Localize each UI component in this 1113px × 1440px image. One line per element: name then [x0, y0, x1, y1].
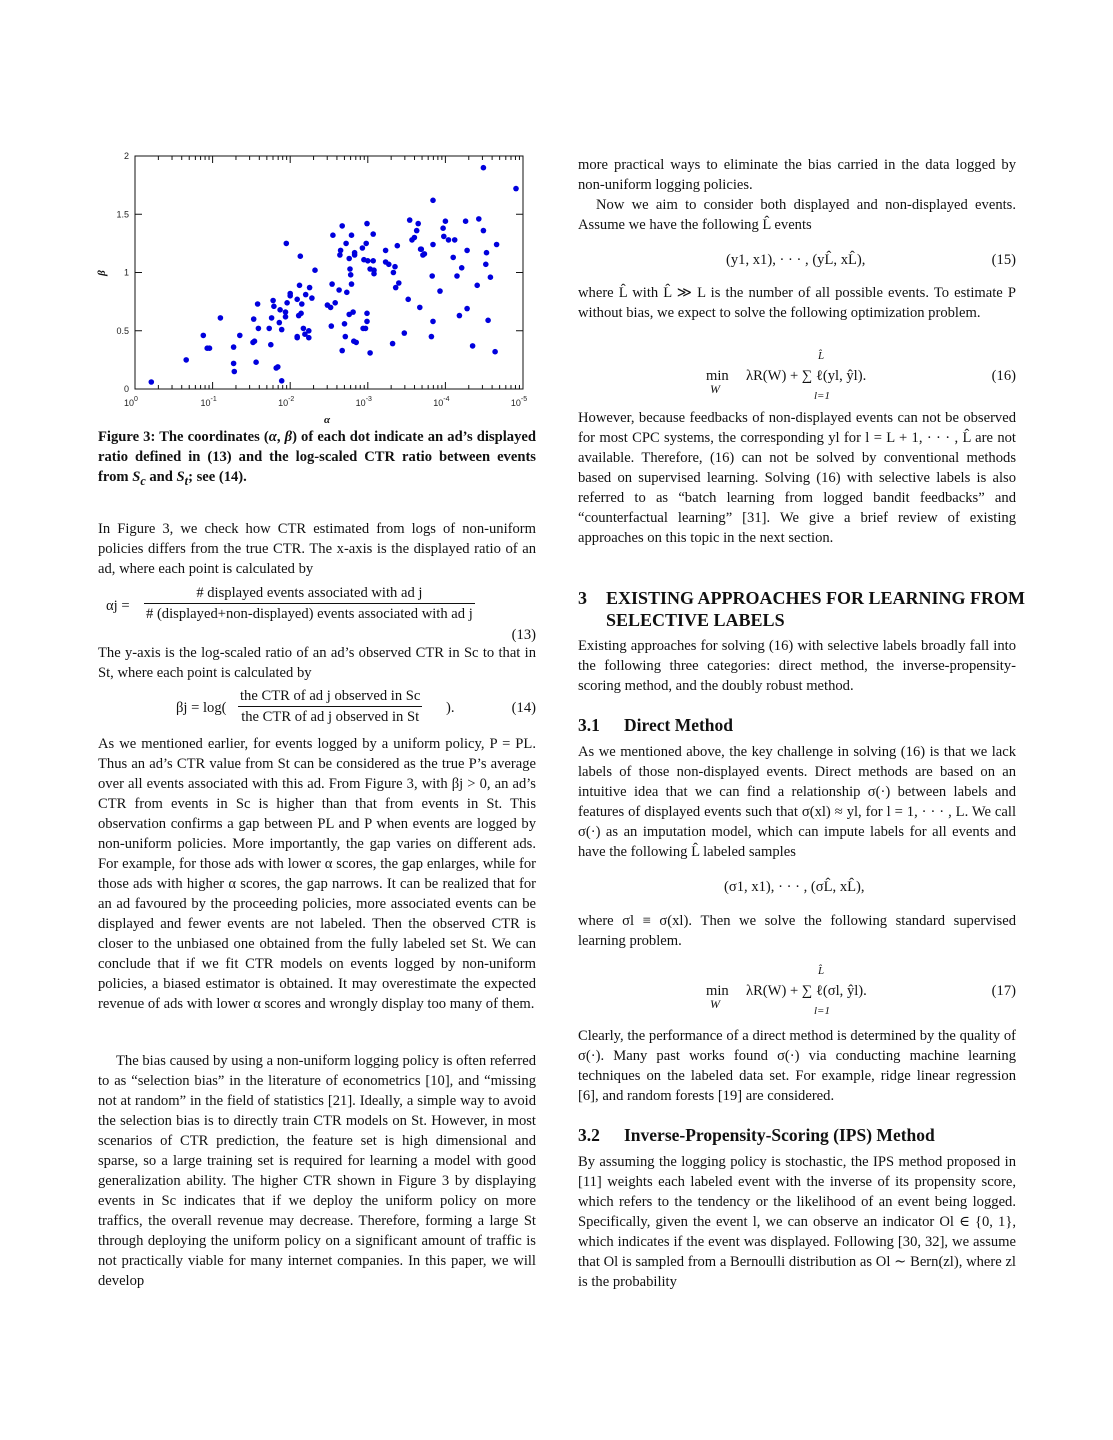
data-point: [429, 273, 435, 279]
equation-14: [98, 686, 536, 730]
data-point: [370, 258, 376, 264]
data-point: [339, 348, 345, 354]
section-3-2-number: 3.2: [578, 1125, 600, 1145]
paragraph-ips-method: By assuming the logging policy is stochastic, the IPS method proposed in [11] weights each labeled event with the inverse of its propensity score, which refers to the tendency or the likelihood of an event being logged. Specifically, given the event l, we can observe an indicator Ol ∈ {0, 1}, which indicates if the event was displayed. Following [30, 32], we assume that Ol is sampled from a Bernoulli distribution as Ol ∼ Bern(zl), where zl is the probability: [578, 1154, 1016, 1290]
data-point: [365, 258, 371, 264]
data-point: [287, 293, 293, 299]
eq13-lhs: αj =: [106, 598, 130, 614]
y-axis-label: β: [96, 270, 108, 276]
data-point: [218, 315, 224, 321]
data-point: [494, 242, 500, 248]
section-3-2-title: Inverse-Propensity-Scoring (IPS) Method: [624, 1125, 935, 1145]
data-point: [363, 241, 369, 247]
data-point: [422, 251, 428, 257]
data-point: [481, 228, 487, 234]
data-point: [476, 216, 482, 222]
data-point: [284, 300, 290, 306]
eq16-min-sub: W: [710, 382, 720, 396]
chart-canvas: [95, 145, 535, 430]
eq16-number: (16): [991, 368, 1016, 384]
data-point: [256, 326, 262, 332]
eq16-body: λR(W) + ∑ ℓ(yl, ŷl).: [746, 368, 867, 384]
data-point: [352, 250, 358, 256]
eq17-sum-bottom: l=1: [814, 1005, 830, 1017]
eq14-fraction: [238, 686, 422, 727]
y-tick-label: 1.5: [116, 209, 129, 220]
data-point: [279, 378, 285, 384]
data-point: [266, 326, 272, 332]
eq15-body: (y1, x1), · · · , (yL̂, xL̂),: [726, 252, 866, 268]
data-point: [464, 306, 470, 312]
data-point: [275, 364, 281, 370]
section-3-title: EXISTING APPROACHES FOR LEARNING FROM SELECTIVE LABELS: [606, 588, 1026, 630]
y-tick-label: 0: [123, 384, 129, 394]
data-point: [232, 369, 238, 375]
x-tick-label: $10^{-1}$: [200, 396, 217, 408]
y-tick-label: 1: [123, 267, 129, 278]
data-point: [303, 292, 309, 298]
equation-16: [578, 346, 1016, 404]
data-point: [201, 333, 207, 339]
x-tick-label: $10^{-3}$: [355, 396, 372, 408]
paragraph-continuation: more practical ways to eliminate the bias carried in the data logged by non-uniform logging policies.: [578, 157, 1016, 193]
data-point: [149, 379, 155, 385]
eq15-number: (15): [991, 252, 1016, 268]
x-tick-label: $10^{-5}$: [510, 396, 528, 408]
eq17-body: λR(W) + ∑ ℓ(σl, ŷl).: [746, 983, 867, 999]
eq14-number: (14): [511, 700, 536, 716]
data-point: [343, 241, 349, 247]
eq17-number: (17): [991, 983, 1016, 999]
data-point: [360, 245, 366, 251]
data-point: [470, 343, 476, 349]
data-point: [294, 297, 300, 303]
eq14-rhs: ).: [446, 700, 455, 716]
data-point: [338, 248, 344, 254]
data-point: [363, 326, 369, 332]
section-3-heading: [578, 587, 1044, 631]
data-point: [430, 319, 436, 325]
data-point: [312, 267, 318, 273]
data-point: [390, 341, 396, 347]
eq14-denominator: the CTR of ad j observed in St: [241, 709, 420, 725]
equation-13: [98, 583, 536, 643]
x-tick-label: $10^0$: [124, 396, 138, 408]
data-point: [297, 283, 303, 289]
data-point: [307, 285, 313, 291]
eq16-sum-top: L̂: [818, 350, 825, 362]
data-point: [441, 234, 447, 240]
data-point: [463, 218, 469, 224]
data-point: [414, 228, 420, 234]
data-point: [301, 326, 307, 332]
section-3-1-heading: [578, 714, 1016, 736]
section-3-1-number: 3.1: [578, 715, 600, 735]
data-point: [412, 235, 418, 241]
data-point: [364, 221, 370, 227]
data-point: [343, 334, 349, 340]
data-point: [306, 328, 312, 334]
eq17-sum-top: L̂: [818, 965, 825, 977]
data-point: [364, 311, 370, 317]
data-point: [430, 242, 436, 248]
paragraph-lhat: where L̂ with L̂ ≫ L is the number of all possible events. To estimate P without bias, we expect to solve the following optimization problem.: [578, 285, 1016, 321]
eq-sigma-body: (σ1, x1), · · · , (σL̂, xL̂),: [724, 879, 865, 895]
eq16-sum-bottom: l=1: [814, 390, 830, 402]
section-3-number: 3: [578, 588, 587, 608]
data-point: [464, 248, 470, 254]
data-point: [454, 273, 460, 279]
data-point: [395, 243, 401, 249]
data-point: [207, 345, 213, 351]
eq13-numerator: # displayed events associated with ad j: [144, 583, 475, 604]
paragraph-existing-approaches: Existing approaches for solving (16) with selective labels broadly fall into the following three categories: direct method, the inverse-propensity-scoring method, and the doubly robust method.: [578, 638, 1016, 694]
paragraph-displayed-nondisplayed: Now we aim to consider both displayed and non-displayed events. Assume we have the following L̂ events: [578, 197, 1016, 233]
data-point: [271, 304, 277, 310]
data-point: [306, 335, 312, 341]
eq13-fraction: [144, 583, 475, 624]
data-point: [299, 301, 305, 307]
eq17-min-sub: W: [710, 997, 720, 1011]
data-point: [484, 250, 490, 256]
data-point: [386, 262, 392, 268]
data-point: [391, 270, 397, 276]
data-point: [283, 314, 289, 320]
data-point: [252, 338, 258, 344]
data-point: [396, 280, 402, 286]
data-point: [330, 232, 336, 238]
data-point: [255, 301, 261, 307]
data-point: [349, 281, 355, 287]
data-point: [279, 327, 285, 333]
data-point: [452, 237, 458, 243]
x-tick-label: $10^{-4}$: [433, 396, 450, 408]
data-point: [457, 313, 463, 319]
paragraph-uniform-policy: As we mentioned earlier, for events logged by a uniform policy, P = PL. Thus an ad’s CTR value from St can be considered as the true P’s average over all events associated with this ad. From Figure 3, with βj > 0, an ad’s CTR from events in Sc is higher than that from events in St. This observation confirms a gap between PL and P when events are logged by non-uniform policies. More importantly, the gap varies on different ads. For example, for those ads with lower α scores, the gap enlarges, while for those ads with higher α scores, the gap narrows. It can be realized that for an ad favoured by the proceeding policies, more associated events can be displayed and fewer events are not labeled. Then the observed CTR is closer to the unbiased one obtained from the fully labeled set St. We can conclude that if we fit CTR models on events logged by non-uniform policies, a biased estimator is obtained. It may overestimate the expected revenue of ads with lower α scores and wrongly display too many of them.: [98, 736, 536, 1012]
y-tick-label: 0.5: [116, 325, 129, 336]
data-point: [419, 246, 425, 252]
data-point: [329, 281, 335, 287]
data-point: [393, 285, 399, 291]
data-point: [474, 283, 480, 289]
data-point: [485, 318, 491, 324]
x-axis-label: α: [323, 414, 331, 426]
data-point: [294, 335, 300, 341]
tick-labels: [116, 151, 527, 408]
data-point: [350, 309, 356, 315]
scatter-points: [149, 165, 519, 385]
figure-3-scatter-chart: [95, 145, 535, 430]
data-point: [353, 340, 359, 346]
data-point: [415, 221, 421, 227]
paragraph-y-axis: The y-axis is the log-scaled ratio of an ad’s observed CTR in Sc to that in St, where each point is calculated by: [98, 645, 536, 681]
data-point: [488, 274, 494, 280]
eq17-min: min: [706, 983, 729, 999]
data-point: [440, 225, 446, 231]
data-point: [407, 217, 413, 223]
data-point: [344, 290, 350, 296]
data-point: [251, 316, 257, 322]
data-point: [332, 300, 338, 306]
data-point: [371, 271, 377, 277]
data-point: [347, 266, 353, 272]
data-point: [277, 320, 283, 326]
paragraph-sigma-def: where σl ≡ σ(xl). Then we solve the following standard supervised learning problem.: [578, 913, 1016, 949]
data-point: [481, 165, 487, 171]
data-point: [237, 333, 243, 339]
data-point: [270, 298, 276, 304]
data-point: [437, 288, 443, 294]
data-point: [392, 264, 398, 270]
data-point: [268, 342, 274, 348]
equation-17: [578, 961, 1016, 1019]
eq16-min: min: [706, 368, 729, 384]
data-point: [370, 231, 376, 237]
data-point: [231, 361, 237, 367]
data-point: [513, 186, 519, 192]
section-3-1-title: Direct Method: [624, 715, 734, 735]
data-point: [183, 357, 189, 363]
data-point: [430, 198, 436, 204]
data-point: [364, 319, 370, 325]
axis-ticks: [135, 156, 523, 389]
x-tick-label: $10^{-2}$: [278, 396, 295, 408]
data-point: [277, 307, 283, 313]
data-point: [346, 256, 352, 262]
data-point: [459, 265, 465, 271]
data-point: [329, 323, 335, 329]
data-point: [405, 297, 411, 303]
data-point: [383, 248, 389, 254]
section-3-2-heading: [578, 1124, 1016, 1146]
y-tick-label: 2: [123, 151, 129, 161]
data-point: [443, 218, 449, 224]
data-point: [253, 359, 259, 365]
data-point: [342, 321, 348, 327]
data-point: [446, 237, 452, 243]
data-point: [328, 305, 334, 311]
data-point: [367, 350, 373, 356]
data-point: [339, 223, 345, 229]
paragraph-figure3-intro: In Figure 3, we check how CTR estimated from logs of non-uniform policies differs from the true CTR. The x-axis is the displayed ratio of an ad, where each point is calculated by: [98, 521, 536, 577]
data-point: [429, 334, 435, 340]
paragraph-direct-method: As we mentioned above, the key challenge in solving (16) is that we lack labels of those non-displayed events. Direct methods are based on an intuitive idea that we can find a relationship σ(·) between labels and features of displayed events such that σ(xl) ≈ yl, for l = 1, · · · , L. We call σ(·) as an imputation model, which can impute labels for all events and have the following L̂ labeled samples: [578, 744, 1016, 860]
data-point: [349, 232, 355, 238]
plot-frame: [135, 156, 523, 389]
data-point: [309, 295, 315, 301]
paragraph-selection-bias: The bias caused by using a non-uniform logging policy is often referred to as “selection bias” in the literature of econometrics [10], and “missing not at random” in the field of statistics [21]. Ideally, a simple way to avoid the selection bias is to directly train CTR models on St. However, in most scenarios of CTR prediction, the feature set is high dimensional and sparse, so a large training set is required for learning a model with good generalization ability. The higher CTR shown in Figure 3 by displaying events in Sc indicates that if we deploy the uniform policy on more traffics, the overall revenue may decrease. Therefore, forming a large St through deploying the uniform policy on a significant amount of traffic is not practically viable for many internet companies. In this paper, we will develop: [98, 1053, 536, 1289]
data-point: [417, 305, 423, 311]
data-point: [298, 253, 304, 259]
paragraph-direct-performance: Clearly, the performance of a direct method is determined by the quality of σ(·). Many past works found σ(·) via conducting machine learning techniques on the labeled data set. For example, ridge linear regression [6], and random forests [19] are considered.: [578, 1028, 1016, 1104]
data-point: [231, 344, 237, 350]
figure-caption: Figure 3: The coordinates (α, β) of each dot indicate an ad’s displayed ratio defined in (13) and the log-scaled CTR ratio between events from $S_c$ and $S_t$; see (14).: [98, 429, 536, 488]
data-point: [492, 349, 498, 355]
data-point: [450, 255, 456, 261]
eq13-number: (13): [511, 627, 536, 643]
data-point: [402, 330, 408, 336]
data-point: [298, 311, 304, 317]
data-point: [348, 272, 354, 278]
eq14-numerator: the CTR of ad j observed in Sc: [238, 686, 422, 707]
eq14-lhs: βj = log(: [176, 700, 227, 716]
paragraph-cpc: However, because feedbacks of non-displayed events can not be observed for most CPC systems, the corresponding yl for l = L + 1, · · · , L̂ are not available. Therefore, (16) can not be solved by conventional methods based on supervised learning. Solving (16) with selective labels is also referred to as “batch learning from logged bandit feedbacks” and “counterfactual learning” [31]. We give a brief review of existing approaches on this topic in the next section.: [578, 410, 1016, 546]
data-point: [269, 315, 275, 321]
eq13-denominator: # (displayed+non-displayed) events associated with ad j: [146, 606, 473, 622]
data-point: [336, 287, 342, 293]
data-point: [483, 262, 489, 268]
data-point: [284, 241, 290, 247]
